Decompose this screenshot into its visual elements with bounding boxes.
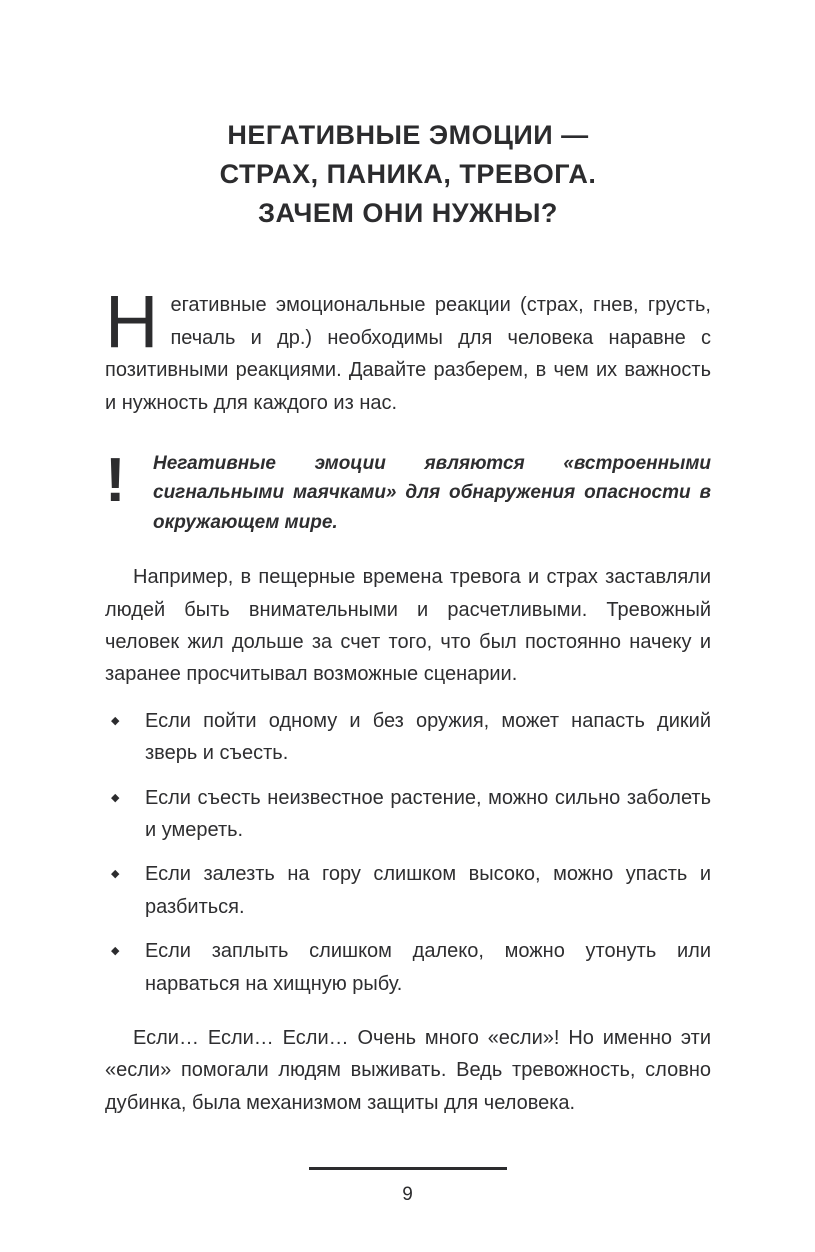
diamond-bullet-icon: ◆ — [111, 714, 120, 727]
chapter-title-line-3: ЗАЧЕМ ОНИ НУЖНЫ? — [258, 198, 558, 229]
chapter-title-line-1: НЕГАТИВНЫЕ ЭМОЦИИ — — [227, 120, 589, 150]
page-number: 9 — [402, 1184, 413, 1205]
intro-paragraph — [105, 280, 711, 419]
list-item-text: Если съесть неизвестное растение, можно сильно заболеть и умереть. — [145, 786, 711, 842]
list-item — [105, 935, 711, 1000]
bullet-list — [105, 705, 711, 1000]
list-item-text: Если пойти одному и без оружия, может напасть дикий зверь и съесть. — [145, 709, 711, 765]
callout-text: Негативные эмоции являются «встроенными сигнальными маячками» для обнаружения опасности в окружающем мире. — [153, 452, 711, 533]
list-item — [105, 782, 711, 847]
page-content — [105, 0, 711, 1119]
list-item — [105, 858, 711, 923]
body-paragraph-2: Если… Если… Если… Очень много «если»! Но именно эти «если» помогали людям выживать. Ведь тревожность, словно дубинка, была механизмом защиты для человека. — [105, 1026, 711, 1114]
list-item-text: Если заплыть слишком далеко, можно утонуть или нарваться на хищную рыбу. — [145, 940, 711, 995]
intro-text: егативные эмоциональные реакции (страх, гнев, грусть, печаль и др.) необходимы для человека наравне с позитивными реакциями. Давайте разберем, в чем их важность и нужность для каждого из нас. — [105, 294, 711, 414]
callout-note — [105, 445, 711, 537]
footer-divider — [309, 1167, 507, 1170]
drop-cap: Н — [105, 280, 159, 364]
diamond-bullet-icon: ◆ — [111, 791, 120, 804]
exclamation-icon: ! — [105, 445, 126, 515]
page-footer — [0, 1167, 815, 1206]
list-item-text: Если залезть на гору слишком высоко, можно упасть и разбиться. — [145, 863, 711, 918]
chapter-title — [105, 116, 711, 233]
chapter-title-line-2: СТРАХ, ПАНИКА, ТРЕВОГА. — [219, 159, 597, 190]
body-paragraph-1: Например, в пещерные времена тревога и страх заставляли людей быть внимательными и расчетливыми. Тревожный человек жил дольше за счет того, что был постоянно начеку и заранее просчитывал возможные сценарии. — [105, 566, 711, 686]
diamond-bullet-icon: ◆ — [111, 945, 120, 958]
list-item — [105, 705, 711, 770]
diamond-bullet-icon: ◆ — [111, 868, 120, 881]
